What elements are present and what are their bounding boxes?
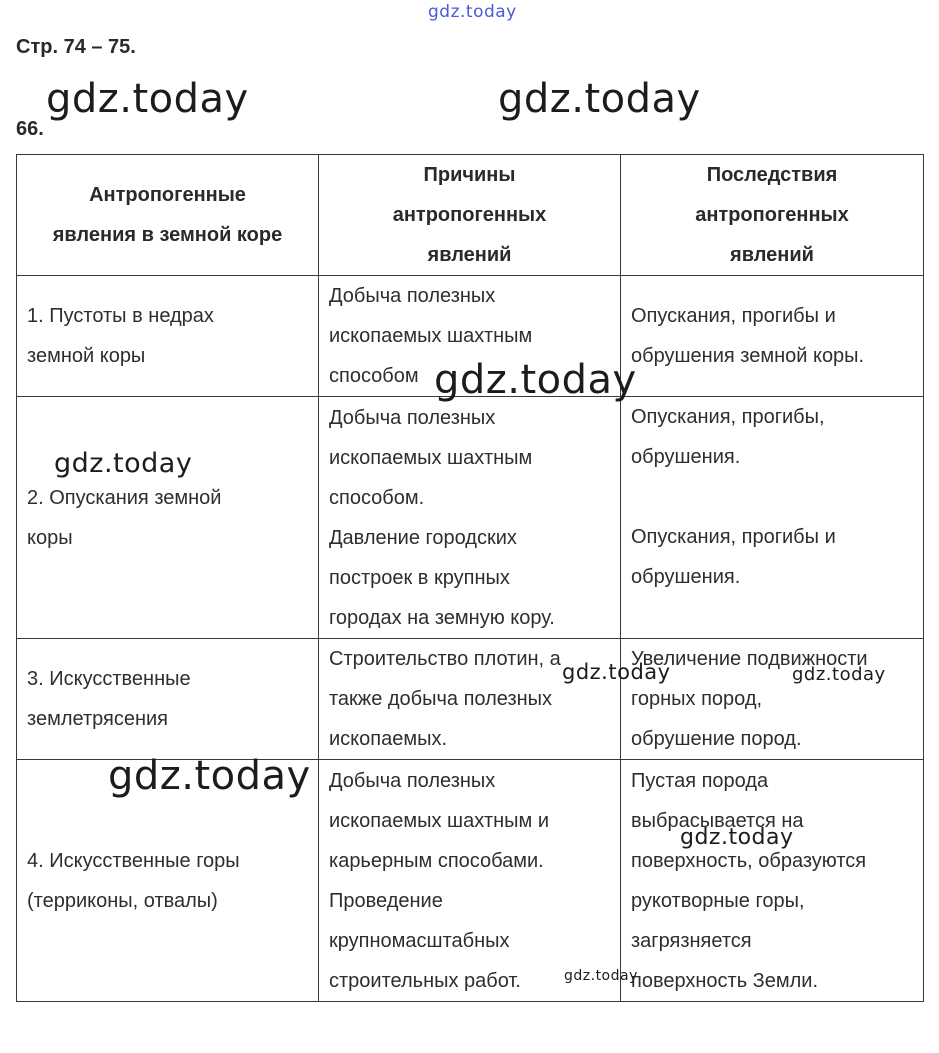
watermark: gdz.today [792, 664, 886, 685]
watermark: gdz.today [108, 753, 311, 799]
table-row [17, 639, 924, 760]
watermark-top: gdz.today [428, 2, 517, 22]
task-number: 66. [16, 118, 44, 140]
causes-cell: Добыча полезных ископаемых шахтным и карьерным способами. Проведение крупномасштабных строительных работ. [319, 760, 621, 1002]
phenomenon-cell: 3. Искусственные землетрясения [17, 639, 319, 760]
answer-table [16, 154, 924, 1002]
page-reference: Стр. 74 – 75. [16, 36, 136, 58]
causes-cell: Строительство плотин, а также добыча полезных ископаемых. [319, 639, 621, 760]
watermark: gdz.today [680, 825, 794, 850]
watermark: gdz.today [434, 357, 637, 403]
phenomenon-cell: 2. Опускания земной коры [17, 397, 319, 639]
phenomenon-cell: 1. Пустоты в недрах земной коры [17, 276, 319, 397]
watermark: gdz.today [498, 76, 701, 122]
table-row [17, 397, 924, 639]
table-header-row [17, 155, 924, 276]
consequences-cell: Опускания, прогибы и обрушения земной коры. [621, 276, 924, 397]
header-consequences: Последствия антропогенных явлений [621, 155, 924, 276]
consequences-cell: Увеличение подвижности горных пород, обрушение пород. [621, 639, 924, 760]
phenomenon-cell: 4. Искусственные горы (терриконы, отвалы) [17, 760, 319, 1002]
causes-cell: Добыча полезных ископаемых шахтным способом [319, 276, 621, 397]
watermark: gdz.today [562, 660, 671, 684]
watermark: gdz.today [54, 448, 193, 479]
header-causes: Причины антропогенных явлений [319, 155, 621, 276]
causes-cell: Добыча полезных ископаемых шахтным способом. Давление городских построек в крупных городах на земную кору. [319, 397, 621, 639]
watermark: gdz.today [46, 76, 249, 122]
header-phenomena: Антропогенные явления в земной коре [17, 155, 319, 276]
consequences-cell: Пустая порода выбрасывается на поверхность, образуются рукотворные горы, загрязняется поверхность Земли. [621, 760, 924, 1002]
consequences-cell: Опускания, прогибы, обрушения. Опускания, прогибы и обрушения. [621, 397, 924, 639]
watermark: gdz.today [564, 968, 638, 984]
